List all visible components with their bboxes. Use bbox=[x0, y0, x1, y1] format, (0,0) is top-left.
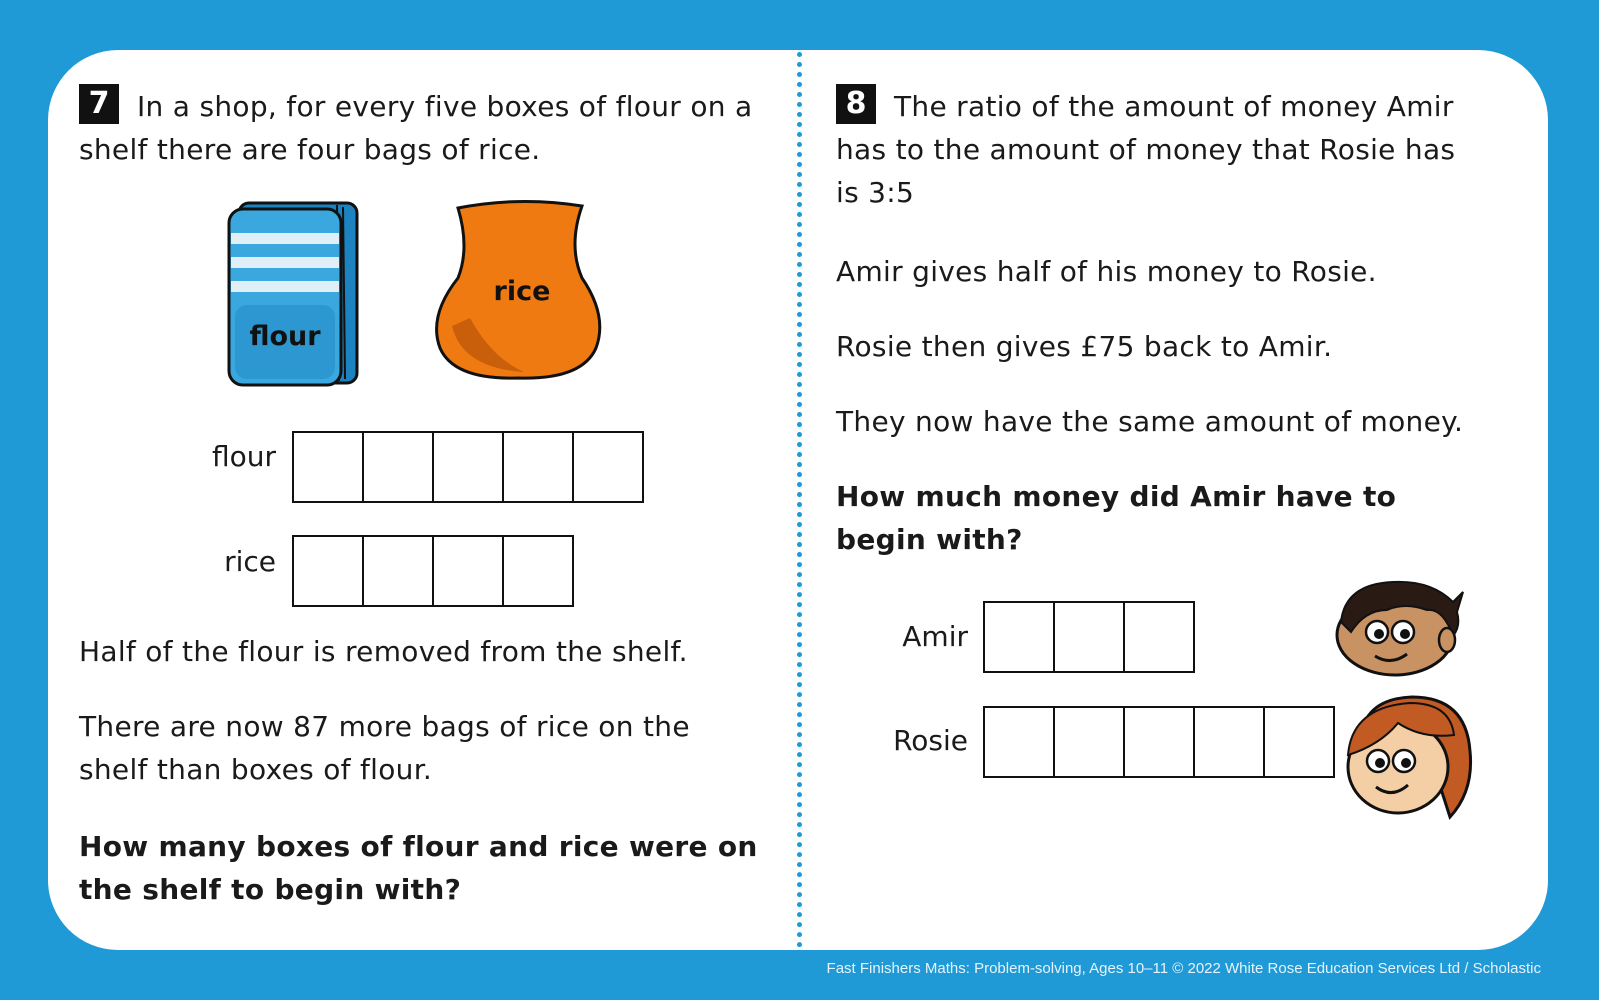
girl-face-icon bbox=[1340, 695, 1475, 825]
bar-label-flour: flour bbox=[211, 440, 276, 473]
bar-cell bbox=[1125, 708, 1195, 776]
bar-cell bbox=[364, 537, 434, 605]
bar-cell bbox=[985, 708, 1055, 776]
bar-cell bbox=[504, 433, 574, 501]
bar-cell bbox=[364, 433, 434, 501]
question-7-number: 7 bbox=[79, 84, 119, 124]
boy-face-icon bbox=[1335, 580, 1470, 680]
rosie-bar-model bbox=[983, 706, 1335, 778]
question-8-line-3: They now have the same amount of money. bbox=[836, 405, 1464, 438]
rice-bag-icon bbox=[432, 198, 612, 383]
flour-bar-model bbox=[292, 431, 644, 503]
bar-cell bbox=[1195, 708, 1265, 776]
bar-cell bbox=[1125, 603, 1193, 671]
question-7-line-1: Half of the flour is removed from the shelf. bbox=[79, 635, 688, 668]
bar-label-rice: rice bbox=[224, 545, 276, 578]
bar-cell bbox=[1055, 603, 1125, 671]
question-8-number: 8 bbox=[836, 84, 876, 124]
flour-box-icon bbox=[225, 195, 365, 390]
bar-cell bbox=[294, 537, 364, 605]
bar-cell bbox=[1055, 708, 1125, 776]
bar-cell bbox=[434, 537, 504, 605]
question-8-line-1: Amir gives half of his money to Rosie. bbox=[836, 255, 1377, 288]
question-7-prompt: How many boxes of flour and rice were on the shelf to begin with? bbox=[79, 830, 758, 906]
question-8-intro: The ratio of the amount of money Amir has to the amount of money that Rosie has is 3:5 bbox=[836, 90, 1456, 209]
copyright-footer: Fast Finishers Maths: Problem-solving, Ages 10–11 © 2022 White Rose Education Services Ltd / Scholastic bbox=[826, 960, 1541, 977]
bar-label-rosie: Rosie bbox=[893, 724, 968, 757]
bar-cell bbox=[294, 433, 364, 501]
bar-cell bbox=[504, 537, 572, 605]
question-7-line-2: There are now 87 more bags of rice on the shelf than boxes of flour. bbox=[79, 710, 690, 786]
bar-cell bbox=[985, 603, 1055, 671]
dotted-divider bbox=[797, 52, 802, 948]
bar-cell bbox=[434, 433, 504, 501]
rice-bag-label: rice bbox=[493, 276, 551, 307]
bar-cell bbox=[1265, 708, 1333, 776]
question-7-intro: In a shop, for every five boxes of flour on a shelf there are four bags of rice. bbox=[79, 90, 753, 166]
question-8-prompt: How much money did Amir have to begin with? bbox=[836, 480, 1397, 556]
bar-label-amir: Amir bbox=[902, 620, 968, 653]
bar-cell bbox=[574, 433, 642, 501]
question-8-line-2: Rosie then gives £75 back to Amir. bbox=[836, 330, 1333, 363]
rice-bar-model bbox=[292, 535, 574, 607]
flour-box-label: flour bbox=[249, 321, 321, 352]
amir-bar-model bbox=[983, 601, 1195, 673]
